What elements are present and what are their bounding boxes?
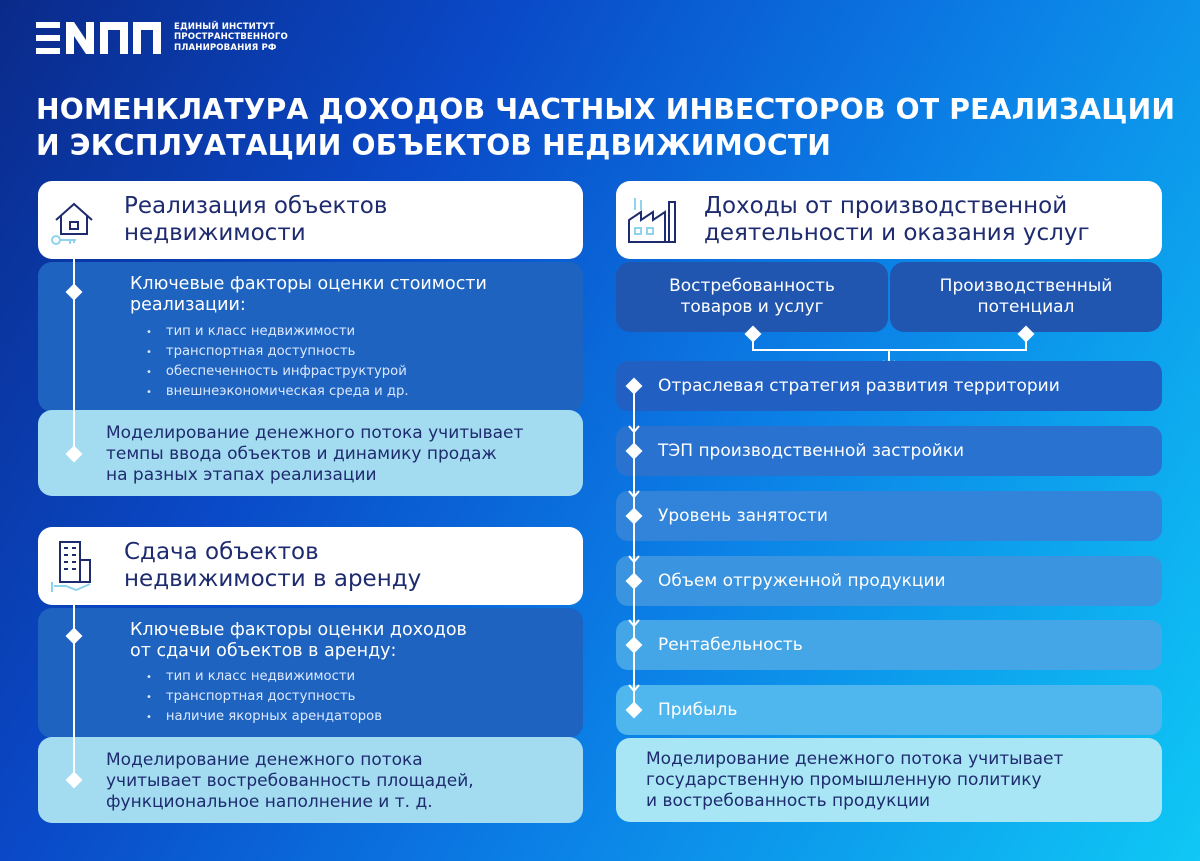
sale-title [110, 181, 583, 259]
production-title [704, 193, 1090, 247]
list-item [616, 491, 1162, 541]
list-item-text: транспортная доступность [165, 344, 356, 359]
title-line: НОМЕНКЛАТУРА ДОХОДОВ ЧАСТНЫХ ИНВЕСТОРОВ ОТ РЕАЛИЗАЦИИ [36, 93, 1176, 126]
production-model-line: государственную промышленную политику [646, 770, 1042, 790]
sale-model-line: темпы ввода объектов и динамику продаж [106, 444, 497, 464]
rent-factors-title-line: от сдачи объектов в аренду: [130, 641, 397, 661]
potential-box [890, 262, 1162, 332]
list-item [616, 685, 1162, 735]
rent-model-line: Моделирование денежного потока [106, 750, 423, 770]
factory-icon [616, 181, 688, 259]
list-item-text: наличие якорных арендаторов [165, 709, 382, 724]
list-item [616, 620, 1162, 670]
rent-factors-title [130, 620, 467, 662]
list-item [616, 361, 1162, 411]
sale-model-text [106, 423, 523, 486]
list-item [146, 362, 409, 382]
sale-factors-title-line: Ключевые факторы оценки стоимости [130, 274, 487, 294]
rent-model-line: учитывает востребованность площадей, [106, 771, 474, 791]
row-label: ТЭП производственной застройки [658, 441, 965, 461]
list-item-text: тип и класс недвижимости [165, 669, 356, 684]
sale-header [38, 181, 583, 259]
rent-factors-title-line: Ключевые факторы оценки доходов [130, 620, 467, 640]
list-item [146, 342, 409, 362]
production-timeline [620, 370, 650, 720]
sale-factors-title-line: реализации: [130, 295, 246, 315]
row-label: Прибыль [658, 700, 738, 720]
list-item-text: тип и класс недвижимости [165, 324, 356, 339]
list-item-text: обеспеченность инфраструктурой [165, 364, 407, 379]
rent-title-line: недвижимости в аренду [124, 566, 422, 592]
rent-header [38, 527, 583, 605]
production-header [616, 181, 1162, 259]
rent-title-line: Сдача объектов [124, 539, 319, 565]
row-label: Уровень занятости [658, 506, 828, 526]
production-title-line: Доходы от производственной [704, 193, 1068, 219]
row-label: Объем отгруженной продукции [658, 571, 946, 591]
list-item [146, 687, 382, 707]
sale-title-line: недвижимости [124, 220, 306, 246]
title-line: И ЭКСПЛУАТАЦИИ ОБЪЕКТОВ НЕДВИЖИМОСТИ [36, 129, 832, 162]
potential-box-line: потенциал [977, 297, 1075, 317]
institute-logo [36, 22, 162, 54]
org-line: ЕДИНЫЙ ИНСТИТУТ [174, 22, 275, 32]
row-label: Отраслевая стратегия развития территории [658, 376, 1060, 396]
sale-model-line: на разных этапах реализации [106, 465, 377, 485]
list-item [146, 667, 382, 687]
production-model-panel [616, 738, 1162, 822]
production-title-line: деятельности и оказания услуг [704, 220, 1090, 246]
org-line: ПЛАНИРОВАНИЯ РФ [174, 42, 277, 53]
sale-title-line: Реализация объектов [124, 193, 388, 219]
list-item [616, 556, 1162, 606]
sale-factors-title [130, 274, 487, 316]
demand-box-line: Востребованность [669, 276, 835, 296]
potential-box-line: Производственный [939, 276, 1113, 296]
list-item-text: внешнеэкономическая среда и др. [165, 384, 409, 399]
list-item [146, 707, 382, 727]
list-item [616, 426, 1162, 476]
row-label: Рентабельность [658, 635, 803, 655]
list-item [146, 322, 409, 342]
sale-factors-list [146, 322, 409, 402]
page-title [36, 92, 1176, 164]
list-item-text: транспортная доступность [165, 689, 356, 704]
organization-name [174, 22, 288, 53]
demand-box [616, 262, 888, 332]
org-line: ПРОСТРАНСТВЕННОГО [174, 32, 288, 43]
demand-box-line: товаров и услуг [680, 297, 824, 317]
production-model-line: и востребованность продукции [646, 791, 931, 811]
sale-model-line: Моделирование денежного потока учитывает [106, 423, 524, 443]
house-key-icon [38, 181, 110, 259]
list-item [146, 382, 409, 402]
production-model-line: Моделирование денежного потока учитывает [646, 749, 1064, 769]
rent-model-line: функциональное наполнение и т. д. [106, 792, 433, 812]
rent-title [110, 527, 583, 605]
rent-model-text [106, 750, 474, 813]
building-hand-icon [38, 527, 110, 605]
rent-factors-list [146, 667, 382, 727]
